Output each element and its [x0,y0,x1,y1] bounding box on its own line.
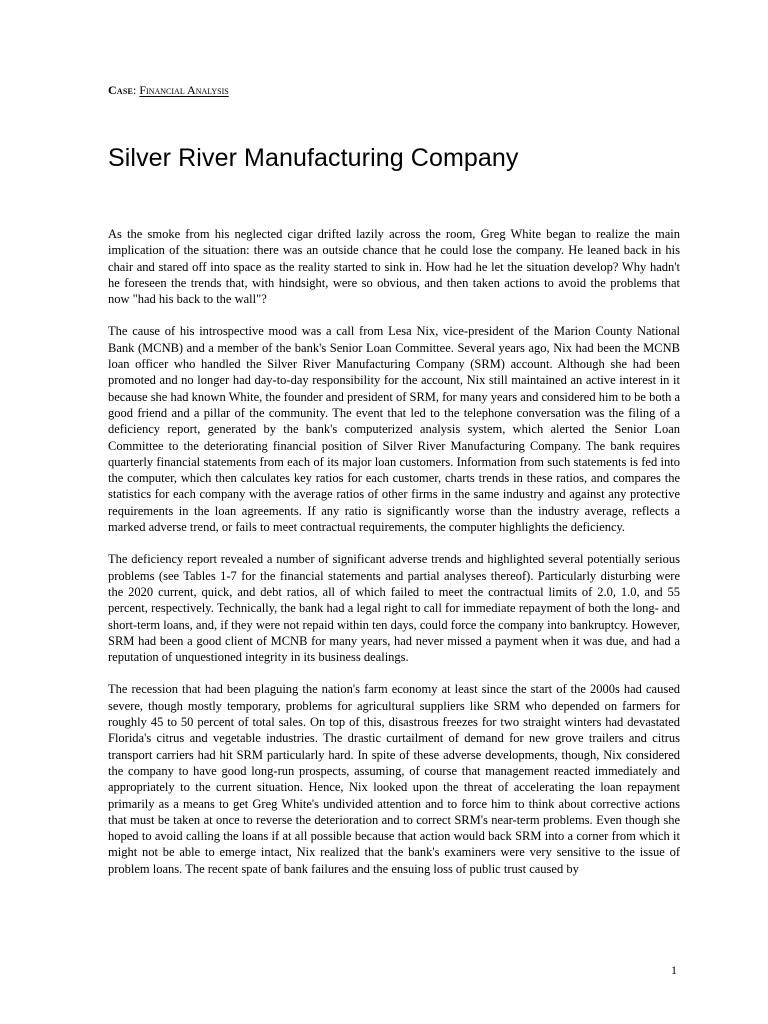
paragraph-3: The deficiency report revealed a number of significant adverse trends and highlighted several potentially serious problems (see Tables 1-7 for the financial statements and partial analyses thereof). Particularly disturbing were the 2020 current, quick, and debt ratios, all of which failed to meet the contractual limits of 2.0, 1.0, and 55 percent, respectively. Technically, the bank had a legal right to call for immediate repayment of both the long- and short-term loans, and, if they were not repaid within ten days, could force the company into bankruptcy. However, SRM had been a good client of MCNB for many years, had never missed a payment when it was due, and had a reputation of unquestioned integrity in its business dealings. [108,552,680,665]
paragraph-4: The recession that had been plaguing the nation's farm economy at least since the start of the 2000s had caused severe, though mostly temporary, problems for agricultural suppliers like SRM who depended on farmers for roughly 45 to 50 percent of total sales. On top of this, disastrous freezes for two straight winters had devastated Florida's citrus and vegetable industries. The drastic curtailment of demand for new grove trailers and citrus transport carriers had hit SRM particularly hard. In spite of these adverse developments, though, Nix considered the company to have good long-run prospects, assuming, of course that management reacted immediately and appropriately to the current situation. Hence, Nix looked upon the threat of accelerating the loan repayment primarily as a means to get Greg White's undivided attention and to force him to think about corrective actions that must be taken at once to reverse the deterioration and to correct SRM's near-term problems. Even though she hoped to avoid calling the loans if at all possible because that action would back SRM into a corner from which it might not be able to emerge intact, Nix realized that the bank's examiners were very sensitive to the issue of problem loans. The recent spate of bank failures and the ensuing loss of public trust caused by [108,682,680,876]
document-title: Silver River Manufacturing Company [108,144,519,172]
document-body [108,226,680,877]
case-label: Case [108,83,134,97]
paragraph-2: The cause of his introspective mood was a call from Lesa Nix, vice-president of the Marion County National Bank (MCNB) and a member of the bank's Senior Loan Committee. Several years ago, Nix had been the MCNB loan officer who handled the Silver River Manufacturing Company (SRM) account. Although she had been promoted and no longer had day-to-day responsibility for the account, Nix still maintained an active interest in it because she had known White, the founder and president of SRM, for many years and considered him to be both a good friend and a pillar of the community. The event that led to the telephone conversation was the filing of a deficiency report, generated by the bank's computerized analysis system, which alerted the Senior Loan Committee to the deteriorating financial position of Silver River Manufacturing Company. The bank requires quarterly financial statements from each of its major loan customers. Information from such statements is fed into the computer, which then calculates key ratios for each customer, charts trends in these ratios, and compares the statistics for each company with the average ratios of other firms in the same industry and against any protective requirements in the loan agreements. If any ratio is significantly worse than the industry average, reflects a marked adverse trend, or fails to meet contractual requirements, the computer highlights the deficiency. [108,324,680,535]
paragraph-1: As the smoke from his neglected cigar drifted lazily across the room, Greg White began to realize the main implication of the situation: there was an outside chance that he could lose the company. He leaned back in his chair and stared off into space as the reality started to sink in. How had he let the situation develop? Why hadn't he foreseen the trends that, with hindsight, were so obvious, and then taken actions to avoid the problems that now "had his back to the wall"? [108,227,680,307]
case-header [108,83,235,98]
case-title: Financial Analysis [139,83,229,97]
page-number: 1 [671,963,677,977]
case-separator: : [133,83,140,97]
